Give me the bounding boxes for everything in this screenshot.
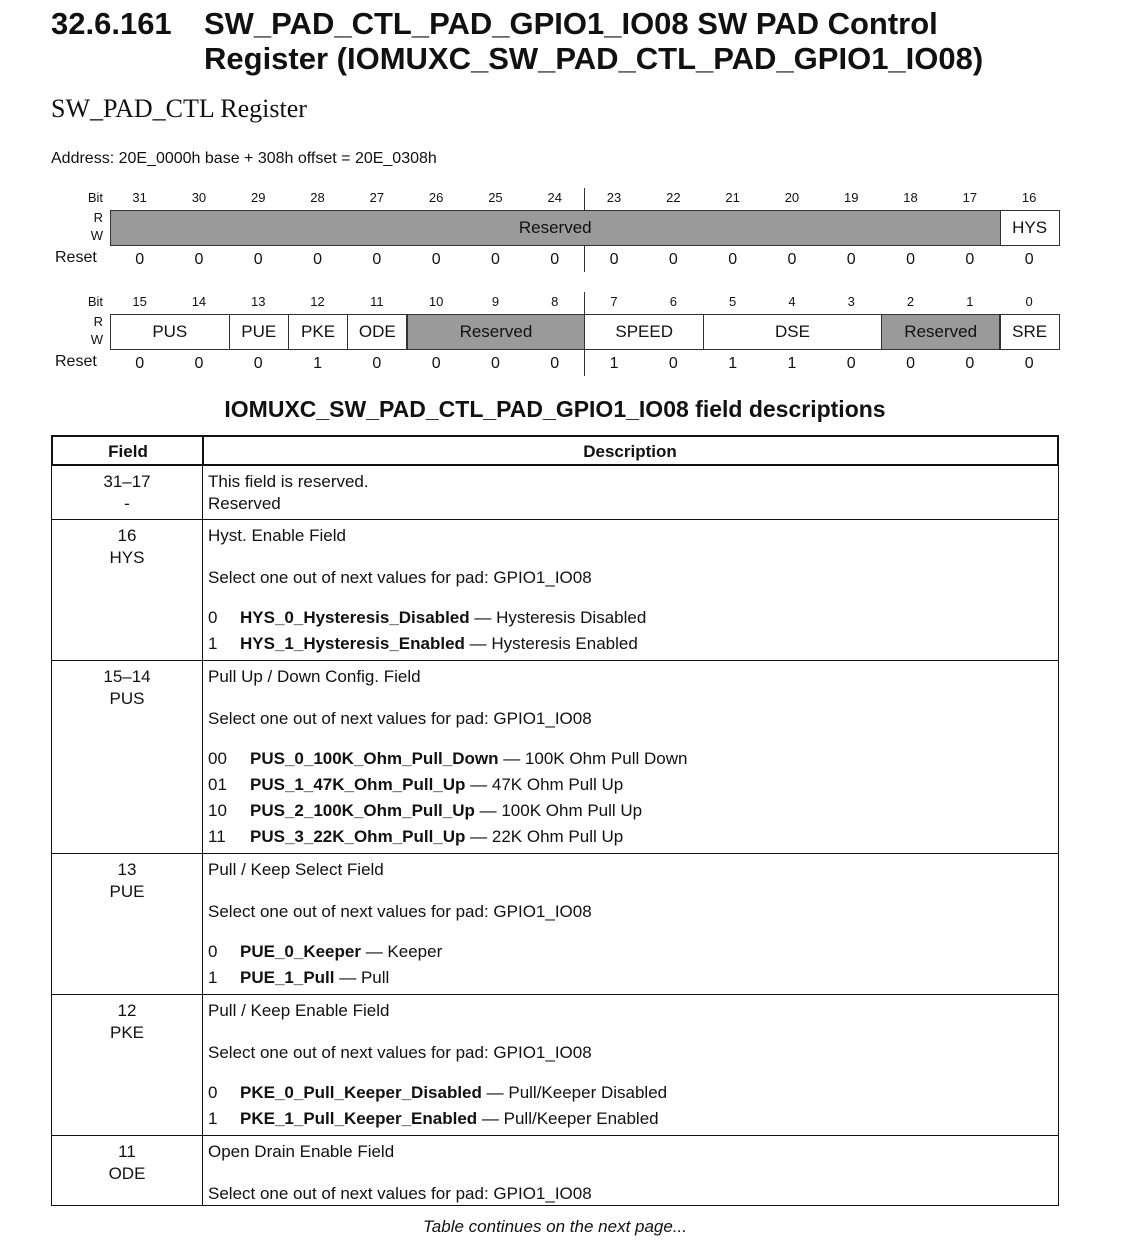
bit-number: 4 xyxy=(788,294,796,309)
bit-number: 30 xyxy=(191,190,207,205)
option-value: 0 xyxy=(208,1083,218,1102)
bit-number: 7 xyxy=(610,294,618,309)
description-text: Reserved xyxy=(208,494,281,513)
select-note: Select one out of next values for pad: GPIO1_IO08 xyxy=(208,568,592,587)
description-cell xyxy=(208,525,1054,657)
description-cell xyxy=(208,666,1054,850)
option-value: 00 xyxy=(208,749,227,768)
bit-number: 2 xyxy=(906,294,915,309)
reset-value: 0 xyxy=(194,355,204,372)
bit-number: 20 xyxy=(784,190,800,205)
register-field-pue: PUE xyxy=(229,314,289,350)
section-number: 32.6.161 xyxy=(51,6,172,41)
bit-number: 1 xyxy=(966,294,974,309)
bit-number: 17 xyxy=(962,190,978,205)
reset-value: 0 xyxy=(135,251,145,268)
field-bits: 12 xyxy=(117,1001,137,1020)
reset-value: 0 xyxy=(787,251,797,268)
byte-divider xyxy=(584,292,585,314)
option-value: 1 xyxy=(208,634,218,653)
reset-value: 0 xyxy=(372,355,382,372)
option-value: 01 xyxy=(208,775,227,794)
reset-value: 0 xyxy=(846,251,856,268)
reset-value: 0 xyxy=(431,355,441,372)
bit-number: 8 xyxy=(551,294,559,309)
option-value: 1 xyxy=(208,1109,218,1128)
value-option xyxy=(208,631,1054,657)
field-cell xyxy=(52,1141,202,1185)
value-option xyxy=(208,798,1054,824)
value-options xyxy=(208,1080,1054,1132)
bit-number: 6 xyxy=(669,294,677,309)
field-cell xyxy=(52,471,202,515)
value-option xyxy=(208,824,1054,850)
table-row xyxy=(51,466,1059,520)
option-text: — Pull/Keeper Disabled xyxy=(481,1083,668,1102)
column-divider xyxy=(202,1136,203,1205)
bit-number: 28 xyxy=(310,190,325,205)
field-cell xyxy=(52,525,202,569)
field-bits: 16 xyxy=(117,526,137,545)
bit-number: 10 xyxy=(428,294,444,309)
table-row xyxy=(51,854,1059,995)
field-bits: 13 xyxy=(117,860,137,879)
bit-number: 24 xyxy=(547,190,562,205)
register-field-pus: PUS xyxy=(110,314,230,350)
value-option xyxy=(208,772,1054,798)
option-value: 1 xyxy=(208,968,218,987)
register-field-reserved: Reserved xyxy=(881,314,1001,350)
value-option xyxy=(208,1080,1054,1106)
reset-label: Reset xyxy=(55,249,97,266)
reset-value: 0 xyxy=(313,251,322,268)
write-label: W xyxy=(90,228,103,243)
bit-number: 22 xyxy=(666,190,681,205)
register-field-reserved: Reserved xyxy=(110,210,1001,246)
bit-label: Bit xyxy=(87,190,103,205)
bit-number: 26 xyxy=(428,190,444,205)
reset-value: 1 xyxy=(787,355,797,372)
register-field-speed: SPEED xyxy=(584,314,704,350)
byte-divider xyxy=(584,246,585,272)
reset-value: 0 xyxy=(965,355,975,372)
register-field-sre: SRE xyxy=(1000,314,1060,350)
option-text: — Hysteresis Disabled xyxy=(469,608,647,627)
reset-value: 0 xyxy=(1024,355,1034,372)
description-cell xyxy=(208,471,1054,515)
reset-value: 0 xyxy=(490,355,500,372)
bit-number: 31 xyxy=(132,190,147,205)
option-key: PUE_0_Keeper xyxy=(240,942,361,961)
option-text: — 100K Ohm Pull Down xyxy=(498,749,688,768)
bit-number: 5 xyxy=(729,294,737,309)
bit-number: 18 xyxy=(903,190,918,205)
register-field-reserved: Reserved xyxy=(407,314,586,350)
bit-number: 23 xyxy=(606,190,622,205)
reset-value: 0 xyxy=(372,251,382,268)
option-value: 0 xyxy=(208,608,218,627)
value-option xyxy=(208,965,1054,991)
reset-value: 0 xyxy=(965,251,975,268)
bit-number: 27 xyxy=(369,190,385,205)
option-key: PKE_0_Pull_Keeper_Disabled xyxy=(240,1083,482,1102)
bit-number: 3 xyxy=(847,294,855,309)
column-header-description: Description xyxy=(583,442,677,461)
select-note: Select one out of next values for pad: GPIO1_IO08 xyxy=(208,1043,592,1062)
byte-divider xyxy=(584,188,585,210)
value-option xyxy=(208,605,1054,631)
column-divider xyxy=(202,520,203,660)
column-divider xyxy=(202,661,203,853)
bit-number: 25 xyxy=(488,190,503,205)
bit-number: 15 xyxy=(132,294,147,309)
option-value: 10 xyxy=(208,801,227,820)
reset-value: 0 xyxy=(490,251,500,268)
description-title: Hyst. Enable Field xyxy=(208,526,346,545)
field-cell xyxy=(52,1000,202,1044)
description-title: Pull / Keep Select Field xyxy=(208,860,384,879)
bit-number: 12 xyxy=(310,294,325,309)
select-note: Select one out of next values for pad: GPIO1_IO08 xyxy=(208,709,592,728)
value-option xyxy=(208,1106,1054,1132)
field-bits: 15–14 xyxy=(103,667,151,686)
reset-value: 1 xyxy=(609,355,619,372)
reset-value: 0 xyxy=(550,251,560,268)
continuation-note: Table continues on the next page... xyxy=(422,1217,687,1236)
read-label: R xyxy=(93,314,103,329)
description-cell xyxy=(208,1000,1054,1132)
option-text: — 22K Ohm Pull Up xyxy=(465,827,624,846)
register-field-pke: PKE xyxy=(288,314,348,350)
field-name: ODE xyxy=(108,1164,146,1183)
reset-value: 0 xyxy=(846,355,856,372)
write-label: W xyxy=(90,332,103,347)
reset-value: 0 xyxy=(431,251,441,268)
option-text: — Pull xyxy=(334,968,390,987)
field-name: - xyxy=(124,494,130,513)
value-option xyxy=(208,746,1054,772)
field-name: HYS xyxy=(109,548,145,567)
section-title-line2: Register (IOMUXC_SW_PAD_CTL_PAD_GPIO1_IO08) xyxy=(204,41,984,76)
value-options xyxy=(208,746,1054,850)
option-key: HYS_0_Hysteresis_Disabled xyxy=(240,608,470,627)
register-subheading: SW_PAD_CTL Register xyxy=(51,94,307,123)
option-key: PUS_0_100K_Ohm_Pull_Down xyxy=(250,749,499,768)
option-text: — Hysteresis Enabled xyxy=(464,634,638,653)
field-name: PUS xyxy=(109,689,145,708)
option-key: PUS_2_100K_Ohm_Pull_Up xyxy=(250,801,475,820)
column-divider xyxy=(202,854,203,994)
bit-number: 29 xyxy=(251,190,266,205)
reset-value: 0 xyxy=(253,251,263,268)
table-row xyxy=(51,995,1059,1136)
table-row xyxy=(51,661,1059,854)
reset-value: 1 xyxy=(313,355,322,372)
description-title: Pull / Keep Enable Field xyxy=(208,1001,390,1020)
register-field-hys: HYS xyxy=(1000,210,1060,246)
field-name: PKE xyxy=(109,1023,145,1042)
select-note: Select one out of next values for pad: GPIO1_IO08 xyxy=(208,1184,592,1203)
option-key: PUE_1_Pull xyxy=(240,968,335,987)
reset-value: 0 xyxy=(668,355,678,372)
option-key: PUS_3_22K_Ohm_Pull_Up xyxy=(250,827,466,846)
description-title: Pull Up / Down Config. Field xyxy=(208,667,421,686)
value-options xyxy=(208,939,1054,991)
option-value: 0 xyxy=(208,942,218,961)
reset-value: 0 xyxy=(135,355,145,372)
description-title: This field is reserved. xyxy=(208,472,369,491)
column-header-field: Field xyxy=(108,442,148,461)
value-options xyxy=(208,605,1054,657)
option-value: 11 xyxy=(208,827,226,846)
table-row xyxy=(51,520,1059,661)
value-option xyxy=(208,939,1054,965)
option-text: — 47K Ohm Pull Up xyxy=(465,775,624,794)
option-text: — 100K Ohm Pull Up xyxy=(474,801,643,820)
reset-value: 0 xyxy=(906,355,915,372)
table-title: IOMUXC_SW_PAD_CTL_PAD_GPIO1_IO08 field descriptions xyxy=(224,396,886,422)
reset-value: 0 xyxy=(550,355,560,372)
field-name: PUE xyxy=(109,882,145,901)
bit-number: 19 xyxy=(844,190,859,205)
field-cell xyxy=(52,666,202,710)
field-cell xyxy=(52,859,202,903)
bit-number: 21 xyxy=(725,190,740,205)
field-bits: 31–17 xyxy=(103,472,151,491)
section-title-line1: SW_PAD_CTL_PAD_GPIO1_IO08 SW PAD Control xyxy=(204,6,938,41)
register-address: Address: 20E_0000h base + 308h offset = 20E_0308h xyxy=(51,150,437,167)
table-header xyxy=(51,435,1059,466)
option-key: PUS_1_47K_Ohm_Pull_Up xyxy=(250,775,466,794)
bit-number: 14 xyxy=(191,294,207,309)
bit-label: Bit xyxy=(87,294,103,309)
byte-divider xyxy=(584,350,585,376)
bit-number: 11 xyxy=(370,294,384,309)
reset-value: 0 xyxy=(728,251,738,268)
description-cell xyxy=(208,1141,1054,1205)
reset-value: 0 xyxy=(253,355,263,372)
bit-number: 0 xyxy=(1025,294,1033,309)
reset-value: 0 xyxy=(906,251,915,268)
column-divider xyxy=(202,466,203,519)
reset-label: Reset xyxy=(55,353,97,370)
register-field-dse: DSE xyxy=(703,314,882,350)
option-key: PKE_1_Pull_Keeper_Enabled xyxy=(240,1109,478,1128)
description-cell xyxy=(208,859,1054,991)
read-label: R xyxy=(93,210,103,225)
option-text: — Pull/Keeper Enabled xyxy=(477,1109,659,1128)
reset-value: 0 xyxy=(609,251,619,268)
select-note: Select one out of next values for pad: GPIO1_IO08 xyxy=(208,902,592,921)
bit-number: 9 xyxy=(491,294,500,309)
reset-value: 1 xyxy=(728,355,738,372)
reset-value: 0 xyxy=(194,251,204,268)
field-descriptions-table xyxy=(51,435,1059,1206)
table-row xyxy=(51,1136,1059,1206)
bit-number: 13 xyxy=(251,294,266,309)
bit-number: 16 xyxy=(1021,190,1037,205)
register-field-ode: ODE xyxy=(347,314,407,350)
field-bits: 11 xyxy=(118,1142,136,1161)
reset-value: 0 xyxy=(1024,251,1034,268)
option-text: — Keeper xyxy=(360,942,443,961)
register-diagram-lower xyxy=(51,292,1061,387)
reset-value: 0 xyxy=(668,251,678,268)
description-title: Open Drain Enable Field xyxy=(208,1142,395,1161)
option-key: HYS_1_Hysteresis_Enabled xyxy=(240,634,465,653)
register-diagram-upper xyxy=(51,188,1061,283)
column-divider xyxy=(202,995,203,1135)
